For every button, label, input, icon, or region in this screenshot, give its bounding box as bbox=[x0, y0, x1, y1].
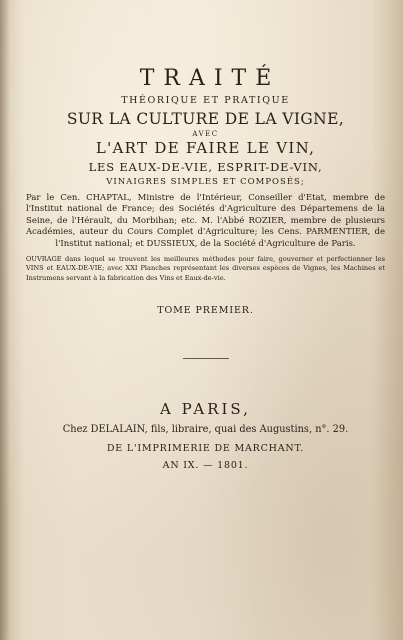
authors-paragraph: Par le Cen. CHAPTAL, Ministre de l'Intérieur, Conseiller d'Etat, membre de l'Institut national de France; des Sociétés d'Agriculture des Départemens de la Seine, de l'Hérault, du Morbihan; etc. M. l'Abbé ROZIER, membre de plusieurs Académies, auteur du Cours Complet d'Agriculture; les Cens. PARMENTIER, de l'Institut national; et DUSSIEUX, de la Société d'Agriculture de Paris. bbox=[26, 193, 385, 249]
page-edge-shadow bbox=[0, 0, 10, 640]
divider-rule bbox=[183, 358, 229, 359]
place-of-publication: A PARIS, bbox=[160, 400, 251, 419]
spirits-line: LES EAUX-DE-VIE, ESPRIT-DE-VIN, bbox=[88, 160, 323, 174]
ouvrage-paragraph: OUVRAGE dans lequel se trouvent les meilleures méthodes pour faire, gouverner et perfectionner les VINS et EAUX-DE-VIE; avec XXI Planches représentant les diverses espèces de Vignes, les Machines et Instrumens servant à la fabrication des Vins et Eaux-de-vie. bbox=[26, 255, 385, 282]
main-title: SUR LA CULTURE DE LA VIGNE, bbox=[66, 110, 345, 128]
title: TRAITÉ bbox=[139, 66, 281, 91]
tome-label: TOME PREMIER. bbox=[157, 305, 254, 317]
publication-date: AN IX. — 1801. bbox=[162, 460, 249, 472]
subtitle: THÉORIQUE ET PRATIQUE bbox=[121, 95, 290, 106]
title-block bbox=[26, 66, 385, 472]
vinegars-line: VINAIGRES SIMPLES ET COMPOSÉS; bbox=[106, 177, 305, 187]
publisher-line: Chez DELALAIN, fils, libraire, quai des Augustins, n°. 29. bbox=[62, 424, 349, 436]
printer-line: DE L'IMPRIMERIE DE MARCHANT. bbox=[106, 443, 305, 455]
avec-label: AVEC bbox=[192, 130, 219, 138]
art-title: L'ART DE FAIRE LE VIN, bbox=[95, 139, 316, 157]
